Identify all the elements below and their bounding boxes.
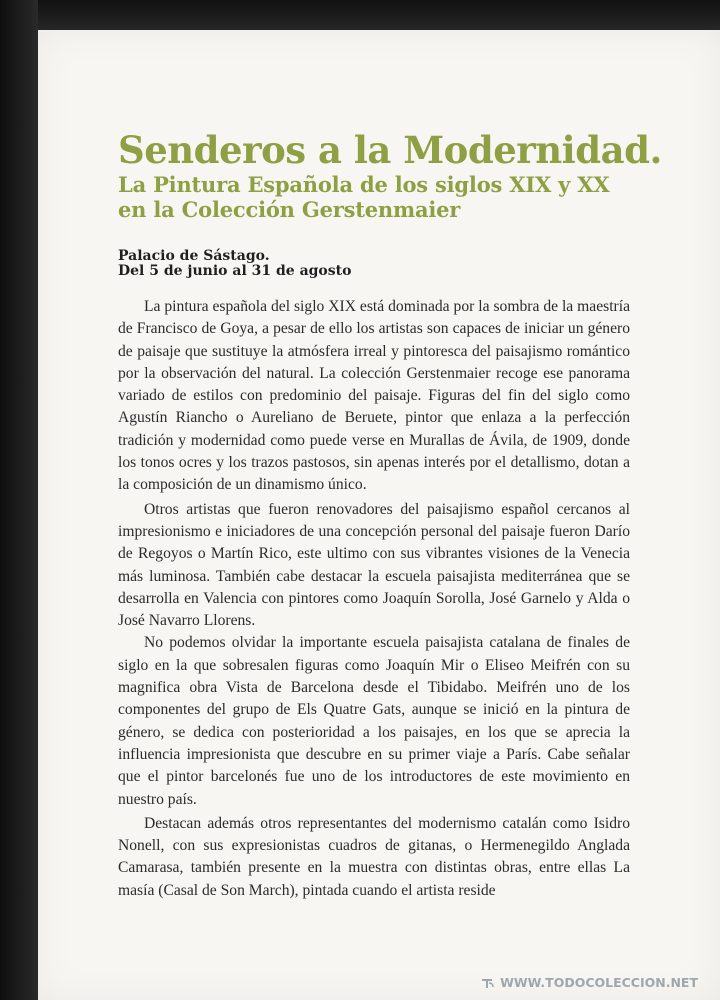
paragraph-4: Destacan además otros representantes del modernismo catalán como Isidro Nonell, con sus expresionistas cuadros de gitanas, o Hermenegildo Anglada Camarasa, también presente en la muestra con distintas obras, entre ellas La masía (Casal de Son March), pintada cuando el artista reside	[118, 814, 630, 899]
scan-border-top	[0, 0, 720, 30]
paragraph-3: No podemos olvidar la importante escuela paisajista catalana de finales de siglo en la que sobresalen figuras como Joaquín Mir o Eliseo Meifrén con su magnifica obra Vista de Barcelona desde el Tibidabo. Meifrén uno de los componentes del grupo de Els Quatre Gats, aunque se inició en la pintura de género, se dedica con posterioridad a los paisajes, en los que se aprecia la influencia impresionista que descubre en su primer viaje a París. Cabe señalar que el pintor barcelonés fue uno de los introductores de este movimiento en nuestro país.	[118, 634, 630, 808]
watermark-text: WWW.TODOCOLECCION.NET	[500, 975, 698, 990]
scan-border-left	[0, 0, 38, 1000]
body-text	[118, 296, 630, 902]
watermark	[480, 975, 698, 990]
exhibition-dates: Del 5 de junio al 31 de agosto	[118, 263, 352, 279]
paragraph-1: La pintura española del siglo XIX está dominada por la sombra de la maestría de Francisco de Goya, a pesar de ello los artistas son capaces de iniciar un género de paisaje que sustituye la atmósfera irreal y pintoresca del paisajismo romántico por la observación del natural. La colección Gerstenmaier recoge ese panorama variado de estilos con predominio del paisaje. Figuras del fin del siglo como Agustín Riancho o Aureliano de Beruete, pintor que enlaza a la perfección tradición y modernidad como puede verse en Murallas de Ávila, de 1909, donde los tonos ocres y los trazos pastosos, sin apenas interés por el detallismo, dotan a la composición de un dinamismo único.	[118, 298, 630, 494]
tc-logo-icon	[480, 976, 494, 990]
venue-name: Palacio de Sástago.	[118, 248, 270, 264]
document-subtitle-line2: en la Colección Gerstenmaier	[118, 197, 461, 222]
document-subtitle-line1: La Pintura Española de los siglos XIX y XX	[118, 172, 610, 197]
document-title: Senderos a la Modernidad.	[118, 128, 662, 172]
paragraph-2: Otros artistas que fueron renovadores del paisajismo español cercanos al impresionismo e iniciadores de una concepción personal del paisaje fueron Darío de Regoyos o Martín Rico, este ultimo con sus vibrantes visiones de la Venecia más luminosa. También cabe destacar la escuela paisajista mediterránea que se desarrolla en Valencia con pintores como Joaquín Sorolla, José Garnelo y Alda o José Navarro Llorens.	[118, 500, 630, 630]
